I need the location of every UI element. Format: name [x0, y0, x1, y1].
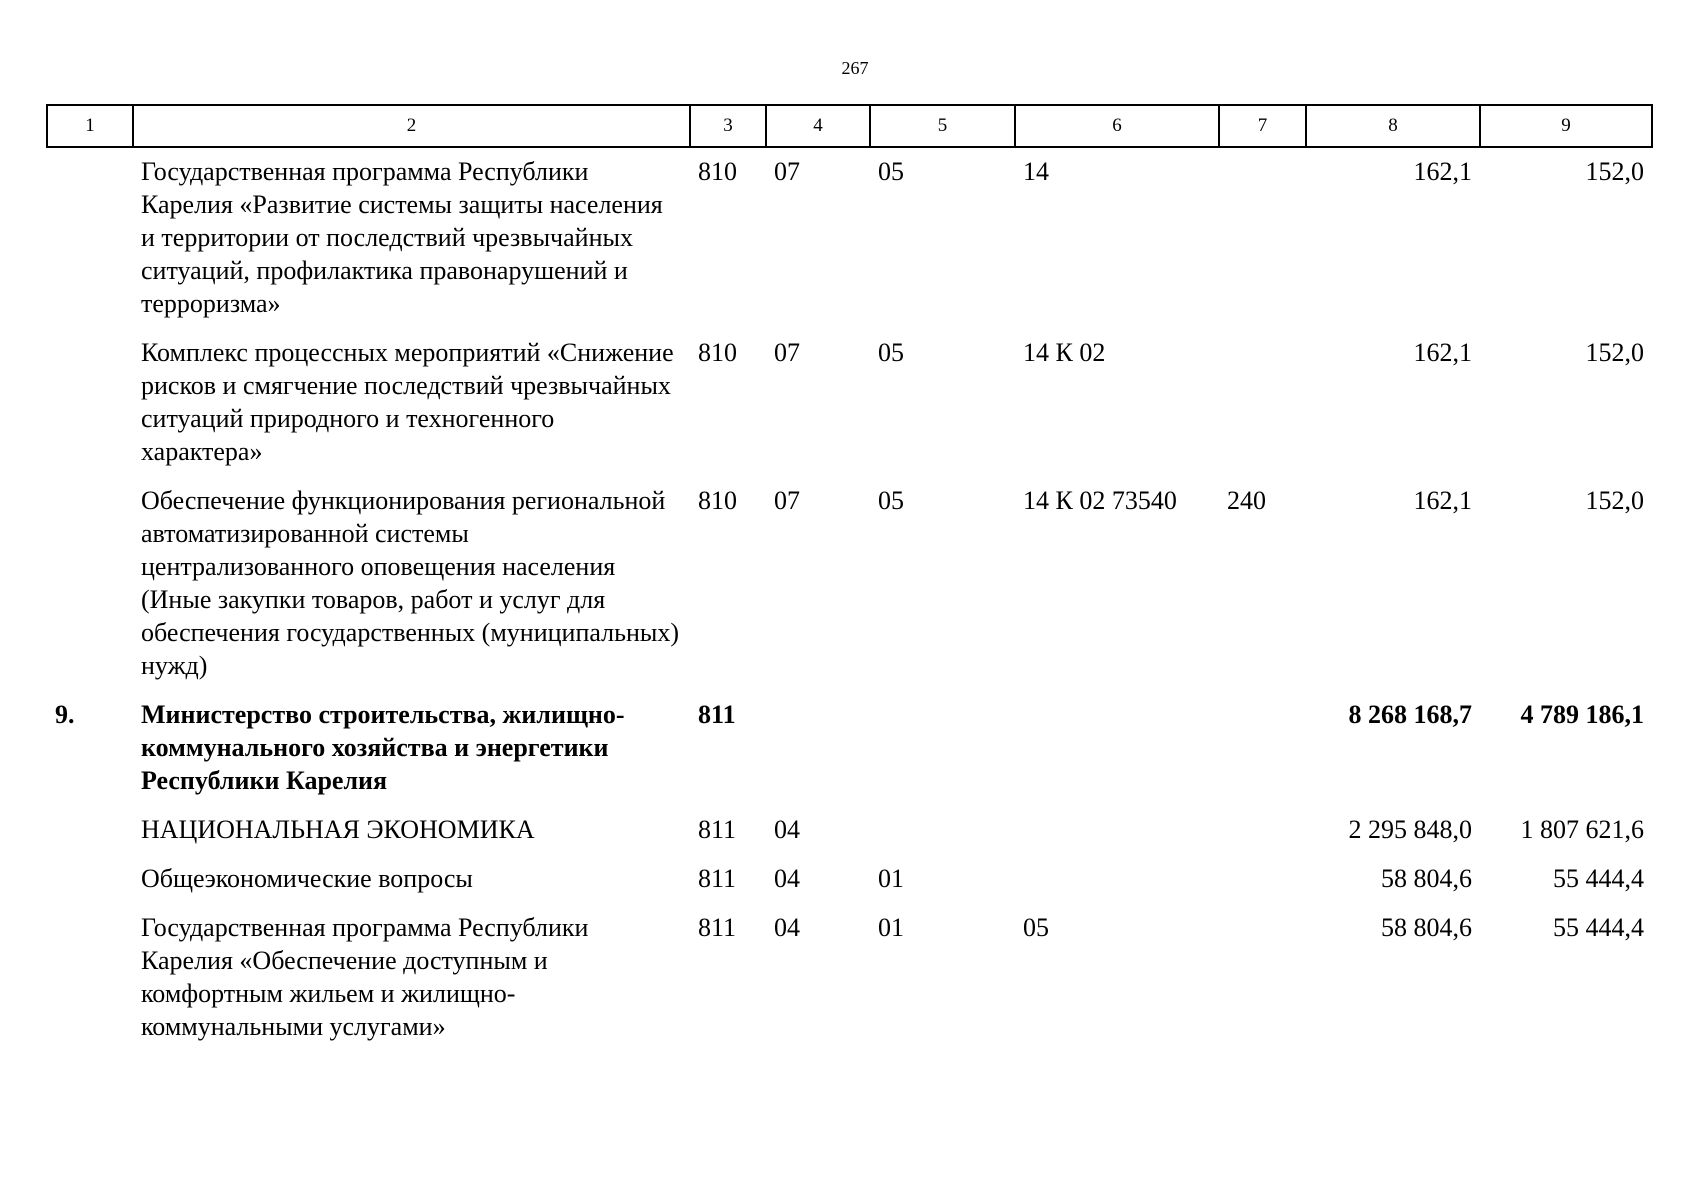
- target-article-code: 05: [1023, 913, 1049, 942]
- expense-type-code: [1219, 691, 1306, 806]
- table-row: [47, 477, 1652, 691]
- row-number: [47, 147, 133, 329]
- row-number: [47, 904, 133, 1052]
- ministry-code: 810: [698, 338, 737, 367]
- row-number: [47, 806, 133, 855]
- amount-col-8: 162,1: [1413, 486, 1472, 515]
- section-code: 04: [774, 913, 800, 942]
- amount-col-9: 152,0: [1585, 157, 1644, 186]
- row-number: [47, 329, 133, 477]
- row-description: Обеспечение функционирования региональной автоматизированной системы централизованного оповещения населения (Иные закупки товаров, работ и услуг для обеспечения государственных (муниципальных) нужд): [141, 486, 680, 680]
- table-row: [47, 904, 1652, 1052]
- table-row: [47, 147, 1652, 329]
- amount-col-9: 55 444,4: [1553, 913, 1644, 942]
- amount-col-9: 1 807 621,6: [1520, 815, 1644, 844]
- row-description: НАЦИОНАЛЬНАЯ ЭКОНОМИКА: [141, 815, 535, 844]
- expense-type-code: [1219, 904, 1306, 1052]
- section-code: 07: [774, 157, 800, 186]
- amount-col-8: 58 804,6: [1381, 913, 1472, 942]
- section-code: [766, 691, 870, 806]
- subsection-code: 05: [878, 486, 904, 515]
- row-description: Государственная программа Республики Карелия «Обеспечение доступным и комфортным жильем и жилищно-коммунальными услугами»: [141, 913, 589, 1041]
- ministry-code: 810: [698, 486, 737, 515]
- expense-type-code: 240: [1227, 486, 1266, 515]
- expense-type-code: [1219, 855, 1306, 904]
- column-header-4: 4: [766, 105, 870, 147]
- amount-col-8: 58 804,6: [1381, 864, 1472, 893]
- amount-col-8: 2 295 848,0: [1348, 815, 1472, 844]
- amount-col-8: 162,1: [1413, 157, 1472, 186]
- column-header-8: 8: [1306, 105, 1480, 147]
- column-header-6: 6: [1015, 105, 1219, 147]
- amount-col-9: 152,0: [1585, 338, 1644, 367]
- column-header-7: 7: [1219, 105, 1306, 147]
- subsection-code: 05: [878, 157, 904, 186]
- column-header-5: 5: [870, 105, 1015, 147]
- budget-table: [46, 104, 1653, 1052]
- ministry-code: 811: [698, 815, 737, 844]
- target-article-code: 14 К 02: [1023, 338, 1106, 367]
- expense-type-code: [1219, 806, 1306, 855]
- column-header-3: 3: [690, 105, 766, 147]
- target-article-code: 14 К 02 73540: [1023, 486, 1177, 515]
- target-article-code: [1015, 691, 1219, 806]
- amount-col-9: 55 444,4: [1553, 864, 1644, 893]
- table-header-row: [47, 105, 1652, 147]
- column-header-2: 2: [133, 105, 690, 147]
- ministry-code: 811: [698, 913, 737, 942]
- expense-type-code: [1219, 329, 1306, 477]
- row-description: Государственная программа Республики Карелия «Развитие системы защиты населения и территории от последствий чрезвычайных ситуаций, профилактика правонарушений и терроризма»: [141, 157, 663, 318]
- ministry-code: 810: [698, 157, 737, 186]
- column-header-1: 1: [47, 105, 133, 147]
- amount-col-9: 4 789 186,1: [1520, 700, 1644, 729]
- row-number: 9.: [55, 700, 75, 729]
- row-description: Министерство строительства, жилищно-коммунального хозяйства и энергетики Республики Карелия: [141, 700, 625, 795]
- section-code: 07: [774, 338, 800, 367]
- amount-col-9: 152,0: [1585, 486, 1644, 515]
- table-row: [47, 806, 1652, 855]
- subsection-code: 01: [878, 864, 904, 893]
- ministry-code: 811: [698, 864, 737, 893]
- subsection-code: [870, 691, 1015, 806]
- section-code: 04: [774, 864, 800, 893]
- row-number: [47, 855, 133, 904]
- page-number: 267: [841, 58, 869, 78]
- target-article-code: [1015, 855, 1219, 904]
- subsection-code: [870, 806, 1015, 855]
- target-article-code: [1015, 806, 1219, 855]
- amount-col-8: 8 268 168,7: [1348, 700, 1472, 729]
- row-number: [47, 477, 133, 691]
- section-code: 07: [774, 486, 800, 515]
- subsection-code: 05: [878, 338, 904, 367]
- amount-col-8: 162,1: [1413, 338, 1472, 367]
- subsection-code: 01: [878, 913, 904, 942]
- target-article-code: 14: [1023, 157, 1049, 186]
- table-row-ministry: [47, 691, 1652, 806]
- section-code: 04: [774, 815, 800, 844]
- row-description: Комплекс процессных мероприятий «Снижение рисков и смягчение последствий чрезвычайных ситуаций природного и техногенного характера»: [141, 338, 674, 466]
- expense-type-code: [1219, 147, 1306, 329]
- column-header-9: 9: [1480, 105, 1652, 147]
- table-row: [47, 855, 1652, 904]
- ministry-code: 811: [698, 700, 736, 729]
- row-description: Общеэкономические вопросы: [141, 864, 473, 893]
- table-row: [47, 329, 1652, 477]
